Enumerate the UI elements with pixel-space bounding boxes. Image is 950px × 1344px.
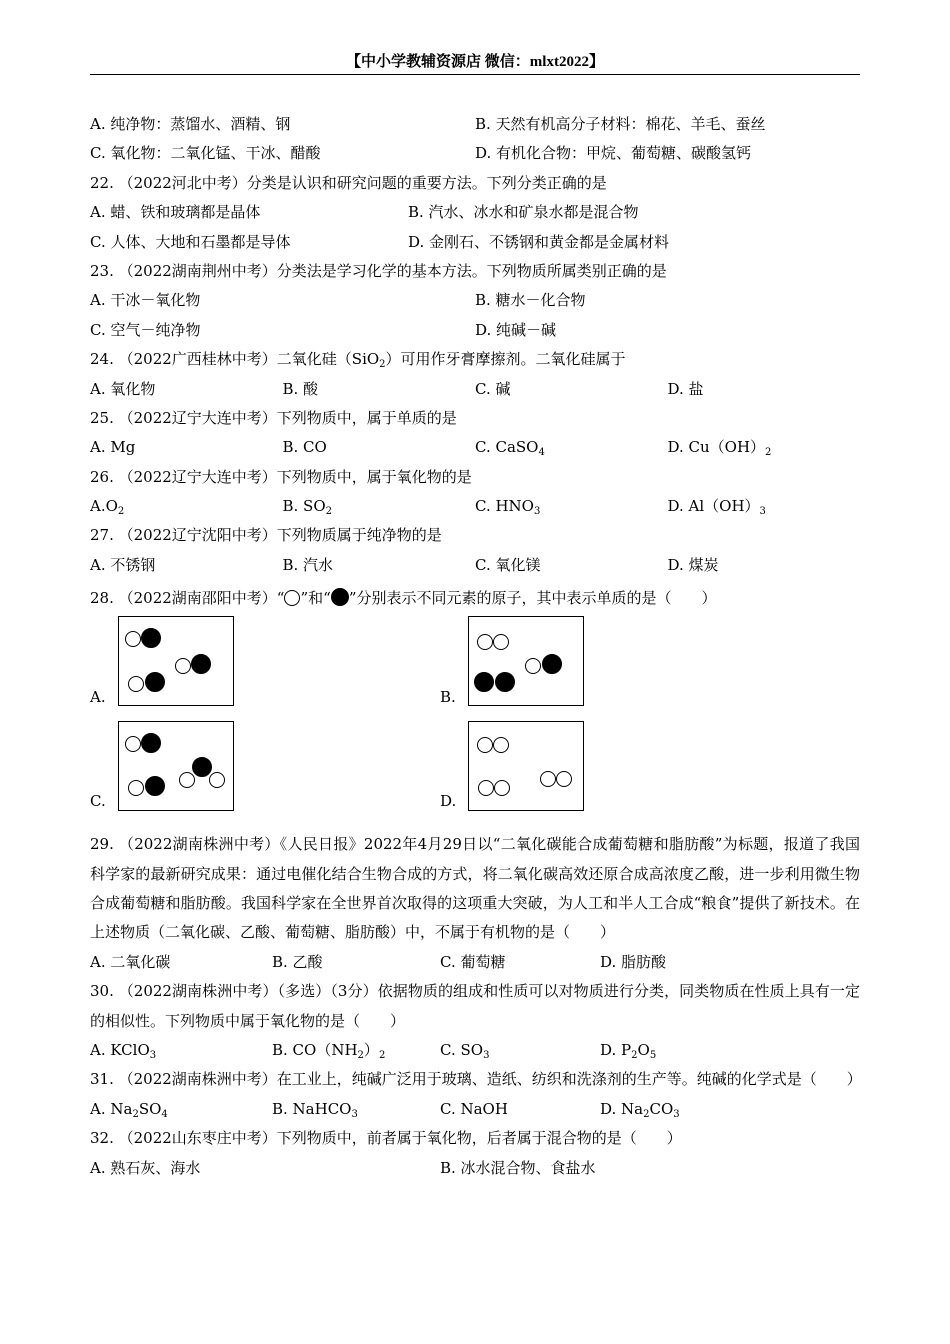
q31-a-mid: SO — [138, 1099, 162, 1118]
q27-options — [90, 551, 860, 580]
atom-filled — [474, 672, 494, 692]
atom-filled — [145, 776, 165, 796]
q31-a-sub: 2 — [132, 1108, 139, 1120]
q22-stem: 22. （2022河北中考）分类是认识和研究问题的重要方法。下列分类正确的是 — [90, 173, 607, 192]
q32-stem: 32. （2022山东枣庄中考）下列物质中，前者属于氧化物，后者属于混合物的是（ ） — [90, 1129, 682, 1148]
q27-option-a: A. 不锈钢 — [90, 555, 156, 574]
q26-stem: 26. （2022辽宁大连中考）下列物质中，属于氧化物的是 — [90, 467, 472, 486]
q26-a-text: A.O — [90, 497, 118, 516]
page-header: 【中小学教辅资源店 微信：mlxt2022】 — [346, 54, 604, 70]
q30-d-text: D. P — [600, 1041, 632, 1060]
q25-option-c — [475, 433, 668, 462]
q25-c-text: C. CaSO — [475, 438, 539, 457]
document-body — [90, 110, 860, 1183]
q23-option-b: B. 糖水－化合物 — [475, 291, 586, 310]
q31-a-sub2: 4 — [161, 1108, 168, 1120]
q30-option-d — [600, 1036, 656, 1065]
atom-filled — [145, 672, 165, 692]
diagram-label-a: A. — [90, 688, 106, 707]
q23-option-c: C. 空气－纯净物 — [90, 320, 201, 339]
q26-option-d — [668, 492, 861, 521]
q26-options — [90, 492, 860, 521]
q26-a-sub: 2 — [117, 506, 125, 518]
q29-option-c: C. 葡萄糖 — [440, 952, 506, 971]
q30-options — [90, 1036, 860, 1065]
q23-option-a: A. 干冰－氧化物 — [90, 291, 201, 310]
q23-options-row2 — [90, 316, 860, 345]
q25-stem: 25. （2022辽宁大连中考）下列物质中，属于单质的是 — [90, 408, 457, 427]
q24-option-d: D. 盐 — [667, 379, 704, 398]
q27-option-d: D. 煤炭 — [667, 555, 719, 574]
q30-d-mid: O — [637, 1041, 650, 1060]
q26-b-sub: 2 — [325, 506, 333, 518]
q30-option-a — [90, 1036, 272, 1065]
q30-option-c — [440, 1036, 600, 1065]
q26-option-a — [90, 492, 283, 521]
q24-stem-pre: 24. （2022广西桂林中考）二氧化硅（SiO — [90, 350, 380, 369]
q32-options — [90, 1154, 860, 1183]
q31-a-text: A. Na — [90, 1099, 133, 1118]
atom-hollow — [494, 780, 510, 796]
q21-option-d: D. 有机化合物：甲烷、葡萄糖、碳酸氢钙 — [475, 144, 752, 163]
q30-d-sub: 2 — [631, 1050, 638, 1062]
q21-options-row2 — [90, 139, 860, 168]
q23-stem: 23. （2022湖南荆州中考）分类法是学习化学的基本方法。下列物质所属类别正确的是 — [90, 261, 667, 280]
q26-d-sub: 3 — [759, 506, 766, 518]
q30-b-post: ） — [363, 1041, 379, 1060]
q31-options — [90, 1095, 860, 1124]
atom-filled — [192, 757, 212, 777]
atom-hollow — [175, 658, 191, 674]
q30-c-sub: 3 — [483, 1050, 490, 1062]
q22-option-d: D. 金刚石、不锈钢和黄金都是金属材料 — [408, 232, 670, 251]
q24-stem — [90, 345, 860, 374]
q29-stem: 29. （2022湖南株洲中考）《人民日报》2022年4月29日以“二氧化碳能合成葡萄糖和脂肪酸”为标题，报道了我国科学家的最新研究成果：通过电催化结合生物合成的方式，将二氧化碳高效还原合成高浓度乙酸，进一步利用微生物合成葡萄糖和脂肪酸。我国科学家在全世界首次取得的这项重大突破，为人工和半人工合成“粮食”提供了新技术。在上述物质（二氧化碳、乙酸、葡萄糖、脂肪酸）中，不属于有机物的是（ ） — [90, 835, 860, 942]
atom-hollow — [128, 780, 144, 796]
q31-option-d — [600, 1095, 680, 1124]
q25-option-a: A. Mg — [90, 438, 136, 457]
filled-atom-icon — [331, 588, 349, 606]
q25-d-text: D. Cu（OH） — [667, 438, 766, 457]
q30-a-text: A. KClO — [90, 1041, 150, 1060]
q27-stem: 27. （2022辽宁沈阳中考）下列物质属于纯净物的是 — [90, 526, 442, 545]
atom-hollow — [556, 771, 572, 787]
atom-filled — [141, 628, 161, 648]
atom-filled — [141, 733, 161, 753]
q25-d-sub: 2 — [765, 447, 772, 459]
q30-option-b — [272, 1036, 440, 1065]
q22-options-row2 — [90, 228, 860, 257]
q31-option-b — [272, 1095, 440, 1124]
q32-option-a: A. 熟石灰、海水 — [90, 1158, 201, 1177]
q22-option-c: C. 人体、大地和石墨都是导体 — [90, 232, 291, 251]
q28-stem — [90, 580, 860, 616]
q28-stem-post: ”分别表示不同元素的原子，其中表示单质的是（ ） — [348, 589, 717, 608]
atom-hollow — [525, 658, 541, 674]
q25-c-sub: 4 — [538, 447, 545, 459]
q23-option-d: D. 纯碱－碱 — [475, 320, 557, 339]
q32-option-b: B. 冰水混合物、食盐水 — [440, 1158, 596, 1177]
q21-option-b: B. 天然有机高分子材料：棉花、羊毛、蚕丝 — [475, 115, 766, 133]
q25-option-d — [668, 433, 861, 462]
atom-hollow — [179, 772, 195, 788]
q25-option-b: B. CO — [282, 438, 327, 457]
diagram-box-d — [468, 721, 584, 811]
q31-stem: 31. （2022湖南株洲中考）在工业上，纯碱广泛用于玻璃、造纸、纺织和洗涤剂的生产等。纯碱的化学式是（ ） — [90, 1070, 862, 1089]
q24-option-c: C. 碱 — [475, 379, 511, 398]
diagram-label-b: B. — [440, 688, 456, 707]
q30-c-text: C. SO — [440, 1041, 484, 1060]
q31-option-a — [90, 1095, 272, 1124]
header-rule — [90, 74, 860, 75]
diagram-box-a — [118, 616, 234, 706]
q21-option-c: C. 氧化物：二氧化锰、干冰、醋酸 — [90, 144, 321, 163]
q26-option-c — [475, 492, 668, 521]
q29-options — [90, 948, 860, 977]
q24-options — [90, 375, 860, 404]
diagram-label-d: D. — [440, 792, 457, 811]
q30-b-text: B. CO（NH — [272, 1041, 358, 1060]
diagram-box-c — [118, 721, 234, 811]
atom-hollow — [125, 736, 141, 752]
atom-hollow — [478, 780, 494, 796]
q26-b-text: B. SO — [282, 497, 326, 516]
q22-option-a: A. 蜡、铁和玻璃都是晶体 — [90, 203, 261, 222]
q27-option-b: B. 汽水 — [282, 555, 334, 574]
atom-filled — [495, 672, 515, 692]
q26-d-text: D. Al（OH） — [667, 497, 760, 516]
q31-b-text: B. NaHCO — [272, 1099, 352, 1118]
q28-diagrams — [90, 616, 860, 834]
q31-d-mid: CO — [649, 1099, 674, 1118]
atom-filled — [542, 654, 562, 674]
q22-option-b: B. 汽水、冰水和矿泉水都是混合物 — [408, 203, 639, 222]
q31-option-c: C. NaOH — [440, 1099, 508, 1118]
q27-option-c: C. 氧化镁 — [475, 555, 541, 574]
q30-d-sub2: 5 — [649, 1050, 657, 1062]
q29-option-b: B. 乙酸 — [272, 952, 323, 971]
q31-b-sub: 3 — [351, 1108, 358, 1120]
q24-option-b: B. 酸 — [282, 379, 319, 398]
q24-stem-sub: 2 — [379, 359, 386, 371]
q29-option-d: D. 脂肪酸 — [600, 952, 667, 971]
q21-option-a: A. 纯净物：蒸馏水、酒精、钢 — [90, 115, 291, 133]
q22-options-row1 — [90, 198, 860, 227]
atom-hollow — [477, 737, 493, 753]
q31-d-sub2: 3 — [673, 1108, 680, 1120]
atom-hollow — [540, 771, 556, 787]
q30-stem: 30. （2022湖南株洲中考）（多选）（3分）依据物质的组成和性质可以对物质进行分类，同类物质在性质上具有一定的相似性。下列物质中属于氧化物的是（ ） — [90, 982, 860, 1030]
q23-options-row1 — [90, 286, 860, 315]
q24-stem-post: ）可用作牙膏摩擦剂。二氧化硅属于 — [385, 350, 626, 369]
diagram-label-c: C. — [90, 792, 106, 811]
q30-a-sub: 3 — [149, 1050, 157, 1062]
q26-c-sub: 3 — [533, 506, 541, 518]
atom-hollow — [477, 634, 493, 650]
q30-b-sub2: 2 — [378, 1050, 386, 1062]
q25-options — [90, 433, 860, 462]
diagram-box-b — [468, 616, 584, 706]
q30-b-sub: 2 — [357, 1050, 364, 1062]
q28-stem-pre: 28. （2022湖南邵阳中考）“ — [90, 589, 285, 608]
q26-c-text: C. HNO — [475, 497, 534, 516]
q26-option-b — [283, 492, 476, 521]
q31-d-text: D. Na — [600, 1099, 644, 1118]
q21-options-row1 — [90, 110, 860, 139]
atom-hollow — [209, 772, 225, 788]
atom-hollow — [493, 634, 509, 650]
atom-hollow — [128, 676, 144, 692]
q28-stem-mid: ”和“ — [300, 589, 331, 608]
q29-option-a: A. 二氧化碳 — [90, 952, 171, 971]
atom-filled — [191, 654, 211, 674]
q31-d-sub: 2 — [643, 1108, 650, 1120]
hollow-atom-icon — [284, 590, 300, 606]
atom-hollow — [493, 737, 509, 753]
atom-hollow — [125, 631, 141, 647]
q24-option-a: A. 氧化物 — [90, 379, 156, 398]
